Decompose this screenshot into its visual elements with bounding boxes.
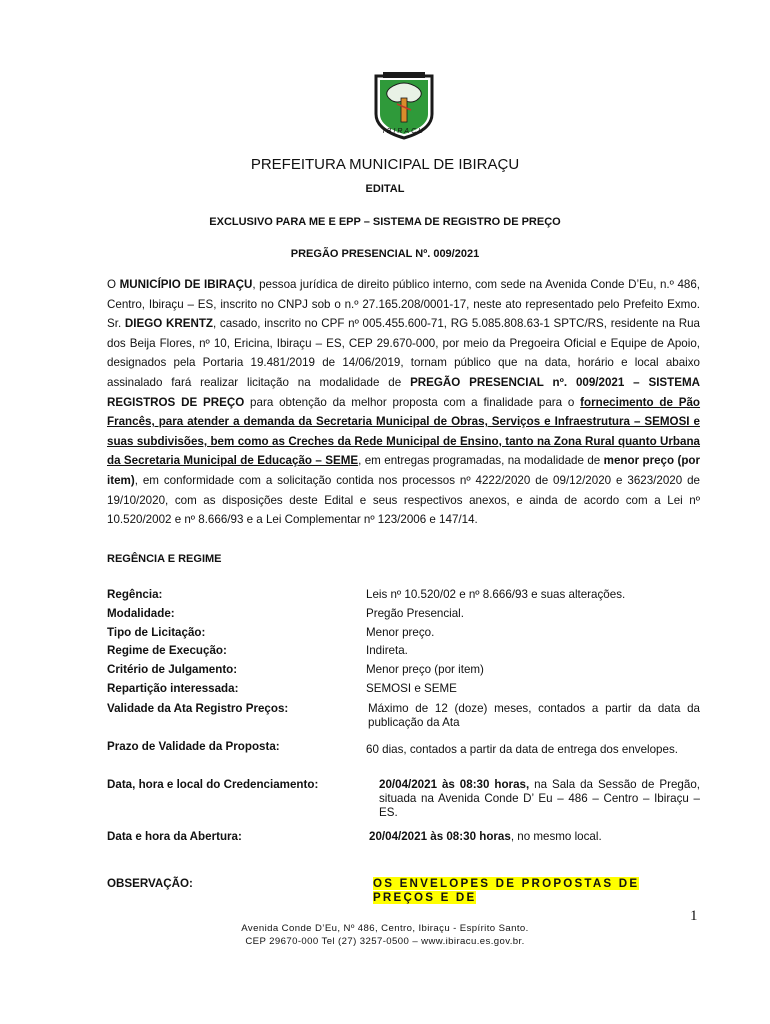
row-value-regencia: Leis nº 10.520/02 e nº 8.666/93 e suas alterações. xyxy=(366,588,626,601)
row-value-validade-ata: Máximo de 12 (doze) meses, contados a partir da data da publicação da Ata xyxy=(368,702,700,729)
row-label-reparticao: Repartição interessada: xyxy=(107,682,239,695)
exclusivo-heading: EXCLUSIVO PARA ME E EPP – SISTEMA DE REGISTRO DE PREÇO xyxy=(209,216,561,228)
row-label-modalidade: Modalidade: xyxy=(107,607,175,620)
row-label-tipo: Tipo de Licitação: xyxy=(107,626,206,639)
row-label-credenciamento: Data, hora e local do Credenciamento: xyxy=(107,778,319,791)
observacao-value: OS ENVELOPES DE PROPOSTAS DE PREÇOS E DE xyxy=(373,877,640,904)
page-title: PREFEITURA MUNICIPAL DE IBIRAÇU xyxy=(250,156,520,173)
row-label-criterio: Critério de Julgamento: xyxy=(107,663,238,676)
pregao-heading: PREGÃO PRESENCIAL Nº. 009/2021 xyxy=(290,248,480,260)
row-value-criterio: Menor preço (por item) xyxy=(366,663,484,676)
row-value-regime: Indireta. xyxy=(366,644,408,657)
row-value-reparticao: SEMOSI e SEME xyxy=(366,682,457,695)
row-label-prazo-proposta: Prazo de Validade da Proposta: xyxy=(107,740,280,753)
row-value-prazo-proposta: 60 dias, contados a partir da data de entrega dos envelopes. xyxy=(366,743,678,756)
row-value-credenciamento: 20/04/2021 às 08:30 horas, na Sala da Sessão de Pregão, situada na Avenida Conde D’ Eu – 486 – Centro – Ibiraçu – ES. xyxy=(379,778,700,819)
row-label-validade-ata: Validade da Ata Registro Preços: xyxy=(107,702,289,715)
regencia-heading: REGÊNCIA E REGIME xyxy=(107,553,222,565)
row-label-regencia: Regência: xyxy=(107,588,163,601)
row-value-abertura: 20/04/2021 às 08:30 horas, no mesmo local. xyxy=(369,830,602,843)
edital-heading: EDITAL xyxy=(365,183,405,195)
intro-paragraph: O MUNICÍPIO DE IBIRAÇU, pessoa jurídica de direito público interno, com sede na Avenida Conde D’Eu, n.º 486, Centro, Ibiraçu – ES, inscrito no CNPJ sob o n.º 27.165.208/0001-17, neste ato representado pelo Prefeito Exmo. Sr. DIEGO KRENTZ, casado, inscrito no CPF nº 005.455.600-71, RG 5.085.808.63-1 SPTC/RS, residente na Rua dos Beija Flores, nº 10, Ericina, Ibiraçu – ES, CEP 29.670-000, por meio da Pregoeira Oficial e Equipe de Apoio, designados pela Portaria 19.481/2019 de 14/06/2019, tornam público que na data, horário e local abaixo assinalado fará realizar licitação na modalidade de PREGÃO PRESENCIAL nº. 009/2021 – SISTEMA REGISTROS DE PREÇO para obtenção da melhor proposta com a finalidade para o fornecimento de Pão Francês, para atender a demanda da Secretaria Municipal de Obras, Serviços e Infraestrutura – SEMOSI e suas subdivisões, bem como as Creches da Rede Municipal de Ensino, tanto na Zona Rural quanto Urbana da Secretaria Municipal de Educação – SEME, em entregas programadas, na modalidade de menor preço (por item), em conformidade com a solicitação contida nos processos nº 4222/2020 de 09/12/2020 e 3623/2020 de 19/10/2020, com as disposições deste Edital e seus respectivos anexos, e ainda de acordo com a Lei nº 10.520/2002 e nº 8.666/93 e a Lei Complementar nº 123/2006 e 147/14. xyxy=(107,278,701,527)
page-number: 1 xyxy=(690,908,698,924)
row-label-abertura: Data e hora da Abertura: xyxy=(107,830,242,843)
observacao-label: OBSERVAÇÃO: xyxy=(107,877,193,890)
row-value-tipo: Menor preço. xyxy=(366,626,435,639)
footer-address: Avenida Conde D’Eu, Nº 486, Centro, Ibiraçu - Espírito Santo. xyxy=(241,923,529,934)
row-label-regime: Regime de Execução: xyxy=(107,644,227,657)
row-value-modalidade: Pregão Presencial. xyxy=(366,607,464,620)
logo-caption: IBIRAÇU xyxy=(382,128,426,135)
footer-contact: CEP 29670-000 Tel (27) 3257-0500 – www.ibiracu.es.gov.br. xyxy=(245,936,525,947)
